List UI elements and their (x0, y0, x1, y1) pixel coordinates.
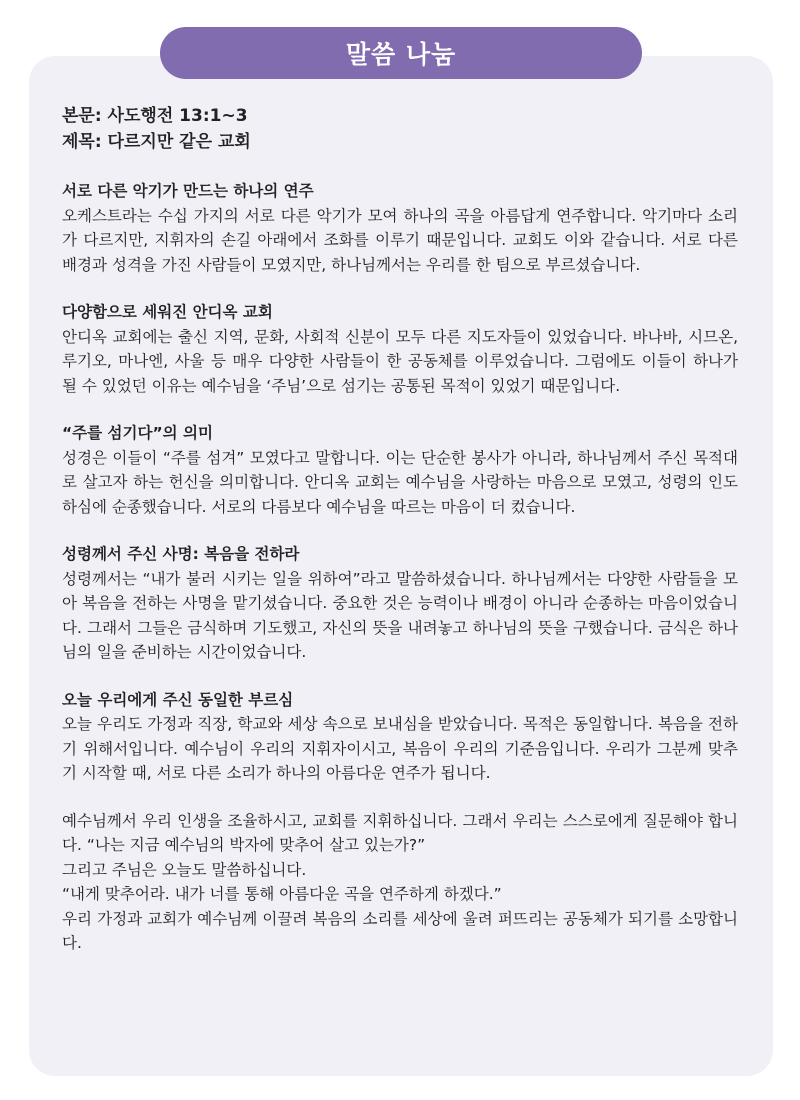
sermon-content (62, 103, 738, 956)
section-body: 오늘 우리도 가정과 직장, 학교와 세상 속으로 보내심을 받았습니다. 목적은 동일합니다. 복음을 전하기 위해서입니다. 예수님이 우리의 지휘자이시고, 복음이 우리의 기준음입니다. 우리가 그분께 맞추기 시작할 때, 서로 다른 소리가 하나의 아름다운 연주가 됩니다. (62, 715, 738, 782)
page-title: 말씀 나눔 (160, 27, 642, 79)
sermon-meta (62, 103, 738, 155)
section (62, 300, 738, 398)
section-body: 성경은 이들이 “주를 섬겨” 모였다고 말합니다. 이는 단순한 봉사가 아니라, 하나님께서 주신 목적대로 살고자 하는 헌신을 의미합니다. 안디옥 교회는 예수님을 사랑하는 마음으로 모였고, 성령의 인도하심에 순종했습니다. 서로의 다름보다 예수님을 따르는 마음이 더 컸습니다. (62, 448, 738, 516)
section-body: 오케스트라는 수십 가지의 서로 다른 악기가 모여 하나의 곡을 아름답게 연주합니다. 악기마다 소리가 다르지만, 지휘자의 손길 아래에서 조화를 이루기 때문입니다. 교회도 이와 같습니다. 서로 다른 배경과 성격을 가진 사람들이 모였지만, 하나님께서는 우리를 한 팀으로 부르셨습니다. (62, 206, 738, 274)
section (62, 542, 738, 665)
section (62, 179, 738, 277)
scripture-reference: 본문: 사도행전 13:1~3 (62, 106, 248, 126)
section-title: “주를 섬기다”의 의미 (62, 424, 213, 442)
closing-quote: “내게 맞추어라. 내가 너를 통해 아름다운 곡을 연주하게 하겠다.” (62, 885, 502, 903)
section-title: 오늘 우리에게 주신 동일한 부르심 (62, 690, 294, 709)
closing (62, 809, 738, 956)
section-body: 성령께서는 “내가 불러 시키는 일을 위하여”라고 말씀하셨습니다. 하나님께서는 다양한 사람들을 모아 복음을 전하는 사명을 맡기셨습니다. 중요한 것은 능력이나 배경이 아니라 순종하는 마음이었습니다. 그래서 그들은 금식하며 기도했고, 자신의 뜻을 내려놓고 하나님의 뜻을 구했습니다. 금식은 하나님의 일을 준비하는 시간이었습니다. (62, 569, 738, 661)
closing-paragraph: 예수님께서 우리 인생을 조율하시고, 교회를 지휘하십니다. 그래서 우리는 스스로에게 질문해야 합니다. “나는 지금 예수님의 박자에 맞추어 살고 있는가?” (62, 811, 738, 854)
section (62, 421, 738, 519)
section-title: 서로 다른 악기가 만드는 하나의 연주 (62, 182, 314, 200)
section-title: 다양함으로 세워진 안디옥 교회 (62, 303, 273, 321)
closing-paragraph: 그리고 주님은 오늘도 말씀하십니다. (62, 860, 307, 879)
sermon-title: 제목: 다르지만 같은 교회 (62, 132, 251, 152)
closing-paragraph: 우리 가정과 교회가 예수님께 이끌려 복음의 소리를 세상에 울려 퍼뜨리는 공동체가 되기를 소망합니다. (62, 909, 738, 952)
section (62, 688, 738, 786)
section-title: 성령께서 주신 사명: 복음을 전하라 (62, 545, 300, 563)
section-body: 안디옥 교회에는 출신 지역, 문화, 사회적 신분이 모두 다른 지도자들이 있었습니다. 바나바, 시므온, 루기오, 마나엔, 사울 등 매우 다양한 사람들이 한 공동체를 이루었습니다. 그럼에도 이들이 하나가 될 수 있었던 이유는 예수님을 ‘주님’으로 섬기는 공통된 목적이 있었기 때문입니다. (62, 327, 738, 395)
